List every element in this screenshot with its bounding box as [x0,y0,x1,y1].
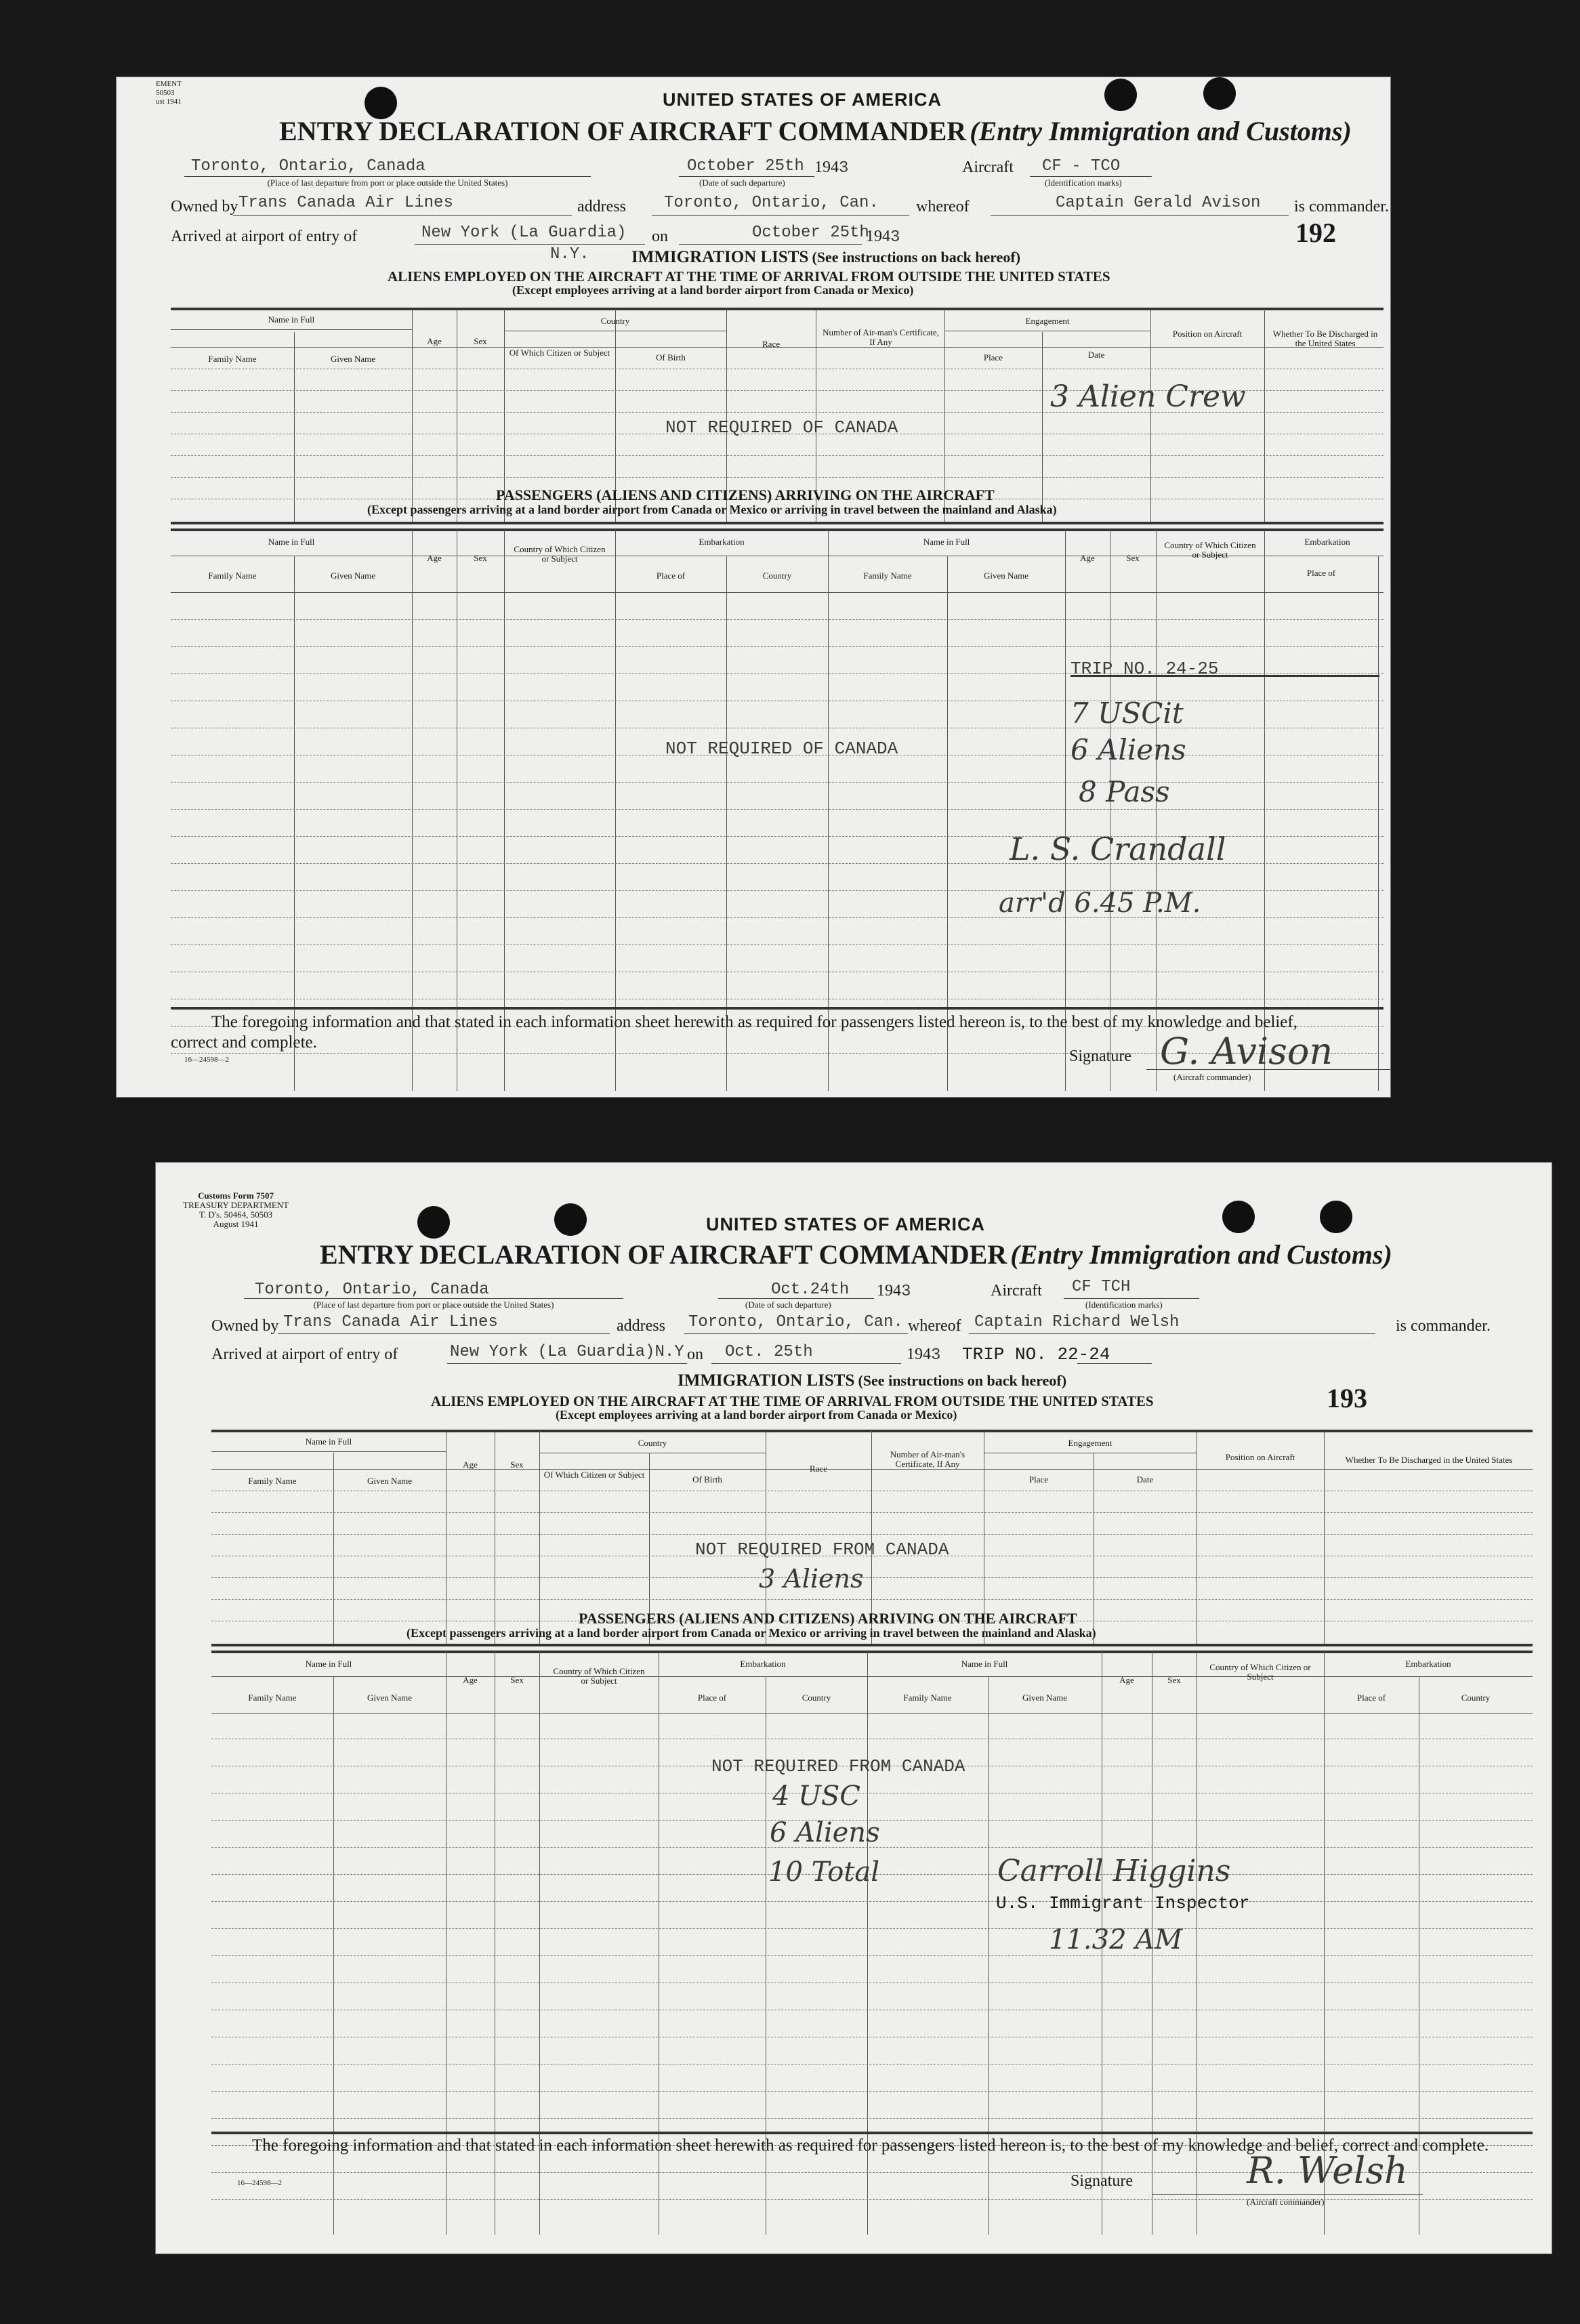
form-corner-info: Customs Form 7507 TREASURY DEPARTMENT T. D's. 50464, 50503 August 1941 [183,1190,289,1229]
punch-hole [1104,79,1137,111]
crew-col-country: Country [600,316,630,326]
departure-place-caption: (Place of last departure from port or place outside the United States) [267,178,508,188]
pass-col-family: Family Name [208,570,257,581]
pass-col-given-2: Given Name [983,570,1029,581]
pass-col-name-2: Name in Full [923,537,970,547]
crew-col-place: Place [983,352,1003,362]
pass-col-place-2: Place of [1306,568,1336,578]
punch-hole [1320,1201,1352,1233]
crew-col-citizen: Of Which Citizen or Subject [543,1470,645,1480]
declaration-text: The foregoing information and that stated in each information sheet herewith as required for passengers listed hereon is, to the best of my knowledge and belief, correct and complete. [252,2136,1489,2155]
passengers-heading: PASSENGERS (ALIENS AND CITIZENS) ARRIVING ON THE AIRCRAFT [496,486,995,503]
crew-col-birth: Of Birth [692,1474,722,1485]
immigration-heading: IMMIGRATION LISTS (See instructions on back hereof) [678,1371,1067,1390]
punch-hole [365,87,397,119]
pass-col-country: Country of Which Citizen or Subject [514,544,606,564]
hand-note-pass: 8 Pass [1079,775,1170,808]
hand-note-aliens: 6 Aliens [1070,733,1186,766]
pass-col-place-2: Place of [1356,1693,1386,1703]
pass-col-country: Country of Which Citizen or Subject [553,1666,645,1686]
crew-not-required-stamp: NOT REQUIRED FROM CANADA [695,1539,949,1560]
sheet-number: 192 [1295,217,1336,248]
crew-col-certificate: Number of Air-man's Certificate, If Any [890,1449,965,1469]
crew-col-sex: Sex [474,336,487,346]
pass-col-embarkation: Embarkation [699,537,745,547]
crew-col-country: Country [638,1438,667,1448]
crew-col-position: Position on Aircraft [1225,1452,1295,1462]
aircraft-marks: CF - TCO [1042,157,1121,175]
pass-col-name: Name in Full [268,537,315,547]
aircraft-label: Aircraft [991,1282,1042,1300]
pass-col-given: Given Name [367,1693,413,1703]
pass-col-age-2: Age [1119,1675,1134,1685]
crew-col-race: Race [810,1464,827,1474]
crew-col-age: Age [427,336,442,346]
passengers-subheading: (Except passengers arriving at a land border airport from Canada or Mexico or arriving in travel between the mainland and Alaska) [367,503,1057,516]
pass-col-country-2: Country of Which Citizen or Subject [1209,1662,1311,1682]
commander-suffix: is commander. [1294,198,1389,215]
pass-col-sex-2: Sex [1126,553,1140,563]
signature-label: Signature [1069,1047,1131,1065]
arrival-airport: New York (La Guardia)N.Y [450,1343,684,1361]
departure-place-caption: (Place of last departure from port or place outside the United States) [313,1300,554,1310]
aircraft-marks-caption: (Identification marks) [1045,178,1122,188]
arrival-date: October 25th [752,224,869,242]
hand-note-usc: 4 USC [772,1781,860,1812]
crew-col-engagement: Engagement [1068,1438,1113,1448]
owned-by-label: Owned by [171,198,238,215]
commander-signature: G. Avison [1160,1030,1333,1073]
crew-col-discharged: Whether To Be Discharged in the United States [1272,329,1378,348]
crew-col-position: Position on Aircraft [1172,329,1243,339]
arrival-state: N.Y. [550,245,589,264]
pass-col-name: Name in Full [305,1659,352,1669]
owner-name: Trans Canada Air Lines [283,1313,498,1331]
declaration-sheet-193 [156,1163,1552,2254]
crew-col-date: Date [1087,350,1105,360]
pass-col-country-2: Country of Which Citizen or Subject [1164,540,1256,560]
pass-col-age: Age [427,553,442,563]
owned-by-label: Owned by [211,1317,279,1335]
arrived-label: Arrived at airport of entry of [171,228,358,245]
passengers-subheading: (Except passengers arriving at a land border airport from Canada or Mexico or arriving in travel between the mainland and Alaska) [407,1626,1096,1640]
pass-col-age: Age [463,1675,478,1685]
pass-not-required-stamp: NOT REQUIRED FROM CANADA [711,1756,965,1777]
hand-note-aliens: 6 Aliens [770,1817,880,1848]
year-field: 1943 [814,159,849,178]
pass-col-family: Family Name [248,1693,297,1703]
on-label: on [687,1346,703,1363]
pass-col-country-emb-2: Country [1461,1693,1491,1703]
inspector-signature: Carroll Higgins [997,1854,1231,1888]
owner-address: Toronto, Ontario, Can. [688,1313,903,1331]
departure-date: Oct.24th [771,1281,850,1299]
whereof-label: whereof [916,198,970,215]
sheet-number: 193 [1327,1383,1367,1413]
pass-col-given: Given Name [330,570,376,581]
pass-col-country-emb: Country [802,1693,831,1703]
pass-col-sex: Sex [474,553,487,563]
aircraft-label: Aircraft [962,159,1014,176]
pass-col-sex-2: Sex [1167,1675,1181,1685]
departure-place: Toronto, Ontario, Canada [191,157,425,175]
trip-number: TRIP NO. 24-25 [1070,659,1219,679]
owner-address: Toronto, Ontario, Can. [664,194,879,212]
commander-name: Captain Richard Welsh [974,1313,1180,1331]
immigration-heading: IMMIGRATION LISTS (See instructions on back hereof) [631,248,1021,266]
pass-col-embarkation: Embarkation [740,1659,786,1669]
aircraft-marks-caption: (Identification marks) [1085,1300,1163,1310]
departure-place: Toronto, Ontario, Canada [255,1281,489,1299]
pass-col-family-2: Family Name [863,570,912,581]
crew-col-family: Family Name [248,1476,297,1486]
pass-col-embarkation-2: Embarkation [1405,1659,1451,1669]
commander-suffix: is commander. [1396,1317,1491,1335]
declaration-text: The foregoing information and that stated in each information sheet herewith as required for passengers listed hereon is, to the best of my knowledge and belief, correct and complete. [171,1013,1297,1052]
departure-date-caption: (Date of such departure) [699,178,785,188]
pass-col-country-emb: Country [762,570,792,581]
hand-note-uscit: 7 USCit [1070,697,1184,730]
form-corner-info: EMENT 50503 ust 1941 [156,80,182,106]
punch-hole [554,1203,587,1236]
arrived-label: Arrived at airport of entry of [211,1346,398,1363]
crew-col-discharged: Whether To Be Discharged in the United States [1345,1455,1513,1465]
punch-hole [1203,77,1236,110]
departure-date: October 25th [687,157,804,175]
crew-col-sex: Sex [510,1459,524,1470]
arrival-airport: New York (La Guardia) [421,224,627,242]
country-heading: UNITED STATES OF AMERICA [663,89,942,110]
crew-col-date: Date [1136,1474,1154,1485]
commander-signature: R. Welsh [1247,2149,1408,2192]
crew-handwritten-note: 3 Alien Crew [1050,379,1246,414]
crew-col-citizen: Of Which Citizen or Subject [509,348,610,358]
crew-col-name: Name in Full [268,314,315,325]
address-label: address [617,1317,665,1335]
crew-col-given: Given Name [330,354,376,364]
signature-caption: (Aircraft commander) [1247,2197,1325,2207]
crew-col-race: Race [762,339,780,349]
hand-note-inspector: L. S. Crandall [1010,831,1226,867]
pass-col-given-2: Given Name [1022,1693,1068,1703]
pass-not-required-stamp: NOT REQUIRED OF CANADA [665,739,898,759]
hand-note-arrival-time: arr'd 6.45 P.M. [999,888,1201,919]
crew-col-engagement: Engagement [1025,316,1070,326]
form-title: ENTRY DECLARATION OF AIRCRAFT COMMANDER (Entry Immigration and Customs) [320,1239,1392,1270]
address-label: address [577,198,626,215]
signature-caption: (Aircraft commander) [1173,1072,1251,1082]
pass-col-sex: Sex [510,1675,524,1685]
pass-col-place: Place of [656,570,686,581]
whereof-label: whereof [908,1317,961,1335]
pass-col-place: Place of [697,1693,727,1703]
passengers-heading: PASSENGERS (ALIENS AND CITIZENS) ARRIVING ON THE AIRCRAFT [579,1610,1077,1627]
punch-hole [1222,1201,1255,1233]
arrival-date: Oct. 25th [725,1343,813,1361]
crew-handwritten-note: 3 Aliens [759,1564,864,1594]
crew-col-place: Place [1028,1474,1049,1485]
form-number: 16—24598—2 [237,2179,282,2187]
aliens-subheading: (Except employees arriving at a land border airport from Canada or Mexico) [556,1408,957,1422]
declaration-sheet-192 [117,77,1423,1097]
form-title: ENTRY DECLARATION OF AIRCRAFT COMMANDER (Entry Immigration and Customs) [279,116,1352,146]
crew-col-age: Age [463,1459,478,1470]
punch-hole [417,1206,450,1239]
country-heading: UNITED STATES OF AMERICA [706,1214,985,1234]
arrival-year: 1943 [866,228,900,247]
inspector-time: 11.32 AM [1049,1924,1183,1955]
on-label: on [652,228,668,245]
crew-col-birth: Of Birth [656,352,686,362]
crew-not-required-stamp: NOT REQUIRED OF CANADA [665,417,898,438]
aliens-heading: ALIENS EMPLOYED ON THE AIRCRAFT AT THE TIME OF ARRIVAL FROM OUTSIDE THE UNITED STATES [431,1393,1154,1409]
pass-col-embarkation-2: Embarkation [1304,537,1350,547]
crew-col-name: Name in Full [305,1436,352,1447]
signature-label: Signature [1070,2172,1133,2190]
pass-col-age-2: Age [1080,553,1095,563]
pass-col-name-2: Name in Full [961,1659,1008,1669]
form-number: 16—24598—2 [184,1056,229,1064]
inspector-title: U.S. Immigrant Inspector [996,1893,1250,1913]
year-field: 1943 [877,1282,911,1301]
aircraft-marks: CF TCH [1072,1278,1131,1296]
pass-col-family-2: Family Name [903,1693,952,1703]
crew-col-given: Given Name [367,1476,413,1486]
crew-col-certificate: Number of Air-man's Certificate, If Any [823,327,939,347]
commander-name: Captain Gerald Avison [1056,194,1261,212]
owner-name: Trans Canada Air Lines [238,194,453,212]
arrival-year: 1943 [907,1346,941,1365]
pass-col-country-emb-2: Country [1394,568,1423,578]
aliens-subheading: (Except employees arriving at a land border airport from Canada or Mexico) [512,283,914,297]
crew-col-family: Family Name [208,354,257,364]
aliens-heading: ALIENS EMPLOYED ON THE AIRCRAFT AT THE TIME OF ARRIVAL FROM OUTSIDE THE UNITED STATES [388,268,1110,285]
departure-date-caption: (Date of such departure) [745,1300,831,1310]
trip-number: TRIP NO. 22-24 [962,1344,1110,1365]
hand-note-total: 10 Total [768,1856,879,1888]
